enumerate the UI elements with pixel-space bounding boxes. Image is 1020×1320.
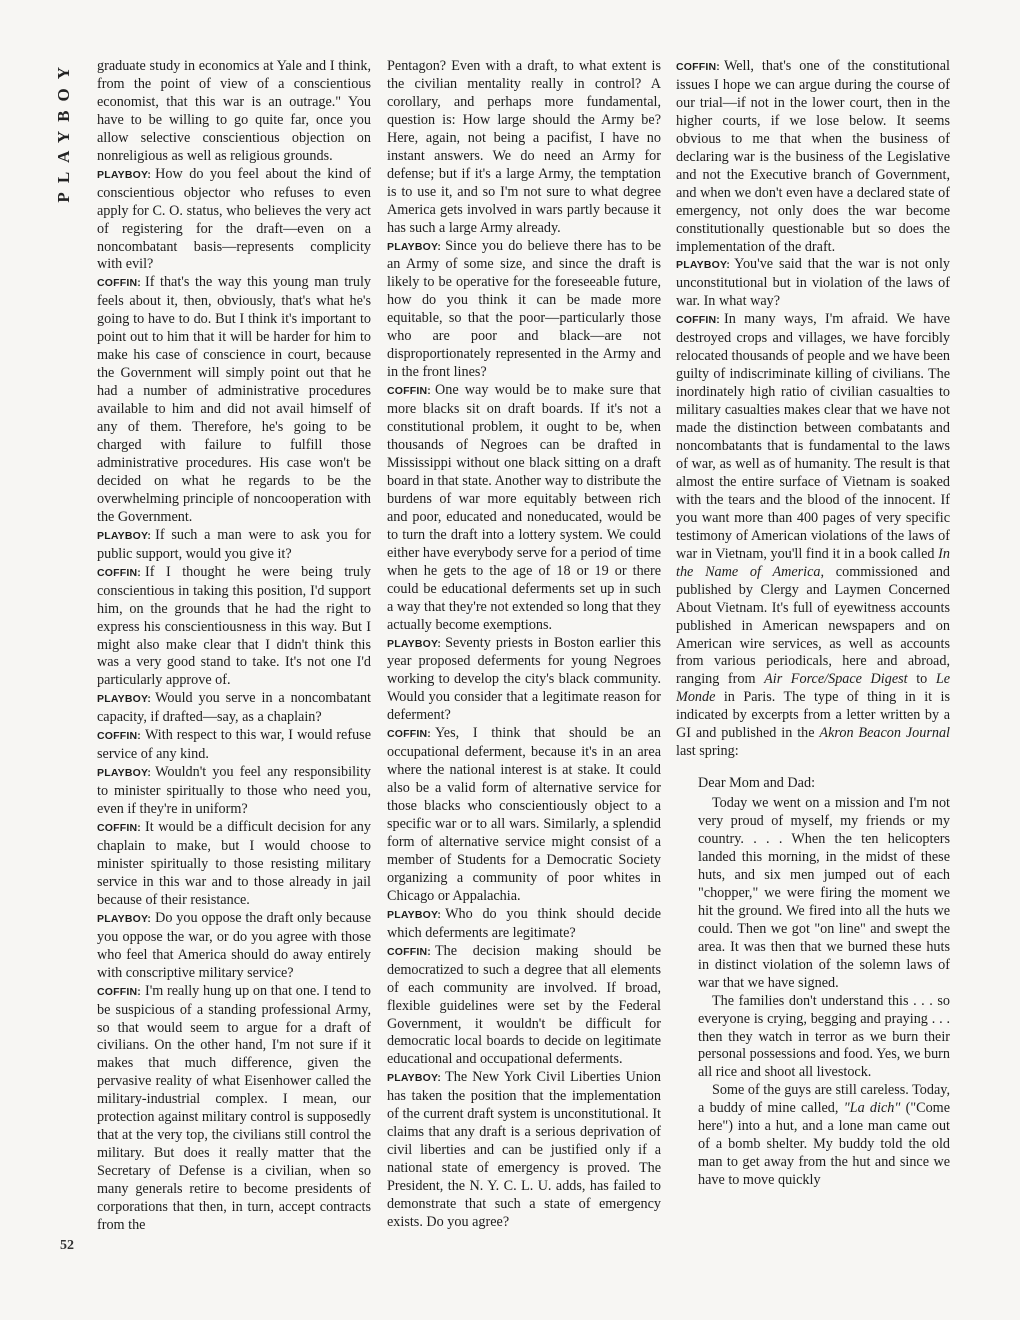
speaker-label: COFFIN: (387, 945, 431, 958)
paragraph-text: With respect to this war, I would refuse service of any kind. (97, 727, 371, 763)
paragraph (387, 58, 661, 238)
masthead: PLAYBOY (54, 58, 73, 203)
speaker-label: PLAYBOY: (97, 912, 152, 925)
paragraph-text: , commissioned and published by Clergy and Laymen Concerned About Vietnam. It's full of eyewitness accounts published in American newspapers and on American wire services, as well as accounts from various periodicals, here and abroad, ranging from (676, 563, 951, 688)
speaker-label: PLAYBOY: (387, 240, 442, 253)
page-number: 52 (60, 1238, 74, 1253)
speaker-label: PLAYBOY: (97, 767, 152, 780)
paragraph (387, 238, 661, 383)
paragraph (97, 727, 371, 764)
column-3-body (676, 58, 950, 761)
quoted-phrase: "La dich" (843, 1100, 901, 1117)
letter-text: The families don't understand this . . . so everyone is crying, begging and praying . . . then they watch in terror as we burn their personal possessions and food. Yes, we burn all rice and shoot all livestock. (698, 992, 950, 1081)
paragraph-text: Well, that's one of the constitutional issues I hope we can argue during the course of our trial—if not in the lower court, then in the higher courts, if we lose below. It seems obvious to me that when the business of declaring war is the business of the Legislative and not the Executive branch of Government, and when we don't even have a declared state of emergency, not only does the war become constitutionally questionable but so does the implementation of the draft. (676, 58, 950, 255)
letter-paragraph (698, 993, 950, 1083)
paragraph-text: Who do you think should decide which deferments are legitimate? (387, 905, 661, 941)
speaker-label: COFFIN: (387, 728, 431, 741)
paragraph (97, 910, 371, 983)
speaker-label: COFFIN: (97, 985, 141, 998)
paragraph (97, 274, 371, 526)
paragraph (387, 382, 661, 634)
letter-salutation: Dear Mom and Dad: (698, 775, 816, 792)
gi-letter (698, 775, 950, 1190)
paragraph-text: The New York Civil Liberties Union has taken the position that the implementation of the current draft system is unconstitutional. It claims that any draft is a serious deprivation of civil liberties and can be justified only if a national state of emergency is proved. The President, the N. Y. C. L. U. adds, has failed to demonstrate that such a state of emergency exists. Do you agree? (387, 1069, 661, 1230)
paragraph (97, 166, 371, 275)
paragraph (387, 1069, 661, 1232)
paragraph (97, 983, 371, 1235)
paragraph (676, 58, 950, 256)
paragraph-text: In many ways, I'm afraid. We have destroyed crops and villages, we have forcibly relocated thousands of people and we have been guilty of indiscriminate killing of civilians. The inordinately high ratio of civilian casualties to military casualties makes clear that we have not made the distinction between combatants and noncombatants that is fundamental to the laws of war, as well as of humanity. The result is that almost the entire surface of Vietnam is soaked with the tears and the blood of the innocent. If you want more than 400 pages of very specific testimony of American violations of the laws of war in Vietnam, you'll find it in a book called (676, 311, 950, 562)
paragraph (387, 635, 661, 726)
title-text: In the Name of America (676, 545, 950, 580)
paragraph-text: to (907, 671, 936, 688)
column-2 (387, 58, 661, 1232)
paragraph-text: Yes, I think that should be an occupational deferment, because it's in an area where the national interest is at stake. It could also be a valid form of alternative service for those blacks who conscientiously object to a specific war or to all wars. Similarly, a splendid form of alternative service might consist of a member of Students for a Democratic Society organizing a community of poor whites in Chicago or Appalachia. (387, 725, 661, 904)
paragraph (97, 764, 371, 819)
paragraph-text: If such a man were to ask you for public support, would you give it? (97, 526, 371, 562)
letter-text: Some of the guys are still careless. Today, a buddy of mine called, (698, 1082, 950, 1117)
speaker-label: PLAYBOY: (97, 693, 152, 706)
speaker-label: COFFIN: (676, 61, 720, 73)
speaker-label: PLAYBOY: (387, 637, 442, 650)
column-3 (676, 58, 950, 1190)
paragraph-text: I'm really hung up on that one. I tend to be suspicious of a standing professional Army, so that would seem to argue for a draft of civilians. On the other hand, I'm not sure if it makes that much difference, given the pervasive reality of what Eisenhower called the military-industrial complex. I mean, our protection against military control is supposedly that at the very top, the civilians still control the military. But does it really matter that the Secretary of Defense is a civilian, when so many generals retire to become presidents of corporations that then, in turn, accept contracts from the (97, 982, 371, 1233)
speaker-label: COFFIN: (387, 385, 431, 398)
title-text: Le Monde (676, 671, 950, 706)
paragraph-text: Would you serve in a noncombatant capacity, if drafted—say, as a chaplain? (97, 690, 371, 726)
paragraph-text: in Paris. The type of thing in it is indicated by excerpts from a letter written by a GI and published in the (676, 689, 950, 742)
paragraph (97, 690, 371, 727)
paragraph (387, 906, 661, 943)
speaker-label: COFFIN: (97, 822, 141, 835)
paragraph (676, 311, 950, 761)
letter-text: Today we went on a mission and I'm not very proud of myself, my friends or my country. . . . When the ten helicopters landed this morning, in the midst of these huts, and six men jumped out of each "chopper," we were firing the moment we hit the ground. We fired into all the huts we could. Then we got "on line" and swept the area. It was then that we burned these huts in distinct violation of the solemn laws of war that we have signed. (698, 795, 950, 991)
paragraph-text: Seventy priests in Boston earlier this year proposed deferments for young Negroes working to develop the city's black community. Would you consider that a legitimate reason for deferment? (387, 634, 661, 724)
paragraph (97, 527, 371, 564)
letter-body (698, 795, 950, 1190)
paragraph (97, 564, 371, 691)
paragraph-text: graduate study in economics at Yale and I think, from the point of view of a conscientious economist, that this war is an outrage." You have to be willing to go quite far, once you allow selective conscientious objection on nonreligious as well as religious grounds. (97, 58, 371, 164)
speaker-label: COFFIN: (97, 730, 141, 743)
paragraph-text: Pentagon? Even with a draft, to what extent is the civilian mentality really in control? A corollary, and perhaps more fundamental, question is: How large should the Army be? Here, again, not being a pacifist, I have no instant answers. We do need an Army for defense; but if it's a large Army, the temptation is to use it, and so I'm not sure to what degree America gets involved in wars partly because it has such a large Army already. (387, 58, 661, 236)
letter-paragraph (698, 795, 950, 992)
speaker-label: COFFIN: (97, 277, 141, 290)
paragraph-text: You've said that the war is not only unconstitutional but in violation of the laws of war. In what way? (676, 256, 950, 310)
paragraph-text: Since you do believe there has to be an Army of some size, and since the draft is likely to be operative for the foreseeable future, how do you think it can be made more equitable, so that the poor—particularly those who are poor and black—are not disproportionately represented in the Army and in the front lines? (387, 237, 661, 381)
paragraph (387, 943, 661, 1070)
paragraph-text: The decision making should be democratized to such a degree that all elements of each community are involved. If broad, flexible guidelines were set by the Federal Government, it wouldn't be difficult for democratic local boards to decide on legitimate educational and occupational deferments. (387, 942, 661, 1068)
column-1 (97, 58, 371, 1235)
speaker-label: PLAYBOY: (387, 1072, 442, 1085)
speaker-label: PLAYBOY: (97, 168, 152, 181)
letter-text: ("Come here") into a hut, and a lone man came out of a bomb shelter. My buddy told the old man to get away from the hut and since we have to move quickly (698, 1100, 951, 1189)
paragraph-text: Wouldn't you feel any responsibility to minister spiritually to those who need you, even if they're in uniform? (97, 764, 371, 818)
paragraph (387, 725, 661, 906)
paragraph (676, 256, 950, 311)
paragraph-text: If I thought he were being truly conscientious in taking this position, I'd support him, on the grounds that he had the right to express his conscientiousness in this way. But I might also make clear that I didn't think this was a very good stand to take. It's not one I'd particularly approve of. (97, 563, 371, 689)
speaker-label: PLAYBOY: (387, 908, 442, 921)
title-text: Akron Beacon Journal (819, 725, 950, 742)
speaker-label: PLAYBOY: (97, 529, 152, 542)
paragraph-text: Do you oppose the draft only because you oppose the war, or do you agree with those who feel that America should do away entirely with conscriptive military service? (97, 909, 371, 981)
speaker-label: PLAYBOY: (676, 259, 731, 272)
paragraph-text: It would be a difficult decision for any chaplain to make, but I would choose to minister spiritually to those resisting military service in this war and to those already in jail because of their resistance. (97, 819, 371, 908)
letter-paragraph (698, 1082, 950, 1190)
paragraph (97, 819, 371, 910)
paragraph-text: How do you feel about the kind of conscientious objector who refuses to even apply for C. O. status, who believes the very act of registering for the draft—even on a noncombatant basis—represents complicity with evil? (97, 165, 371, 273)
paragraph-text: One way would be to make sure that more blacks sit on draft boards. If it's not a constitutional problem, it ought to be, when thousands of Negroes can be drafted in Mississippi without one black sitting on a draft board in that state. Another way to distribute the burdens of war more equitably between rich and poor, educated and noneducated, would be to turn the draft into a lottery system. We could either have everybody serve for a period of time when he gets to the age of 18 or 19 or there could be educational deferments set up in such a way that they're not extended so long that they actually become exemptions. (387, 382, 662, 633)
paragraph-text: If that's the way this young man truly feels about it, then, obviously, that's what he's going to have to do. But I think it's important to point out to him that it will be harder for him to make his case of conscience in court, because the Government will simply point out that he had a number of administrative procedures available to him and did not avail himself of any of them. Therefore, he's going to be charged with failure to fulfill those administrative procedures. His case won't be decided on what he regards to be the overwhelming principle of noncooperation with the Government. (97, 274, 371, 525)
paragraph (97, 58, 371, 166)
speaker-label: COFFIN: (97, 566, 141, 579)
speaker-label: COFFIN: (676, 314, 720, 327)
paragraph-text: last spring: (676, 743, 739, 760)
title-text: Air Force/Space Digest (764, 671, 908, 688)
